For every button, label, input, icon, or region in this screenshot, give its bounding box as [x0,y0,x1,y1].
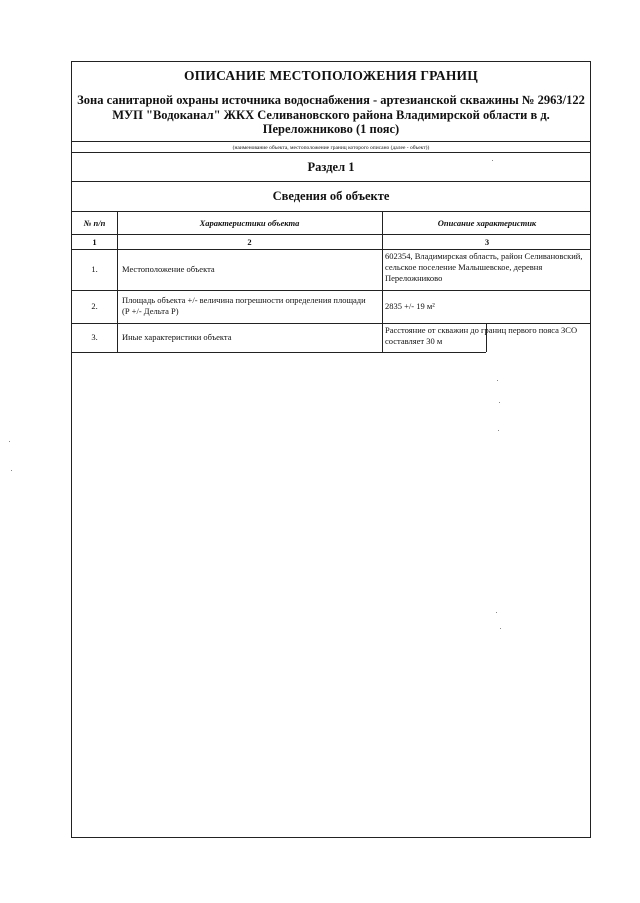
header-cell: Характеристики объекта [199,218,300,228]
table-col-border [117,211,118,352]
row-characteristic: Иные характеристики объекта [122,332,232,342]
row-number: 2. [91,301,98,311]
scan-speck [492,160,493,161]
section-title: Сведения об объекте [272,189,390,203]
scan-speck [500,628,501,629]
table-row-border [72,352,486,353]
row-characteristic: Местоположение объекта [122,264,215,274]
divider [72,152,590,153]
row-description: Расстояние от скважин до границ первого пояса ЗСО составляет 30 м [385,325,578,346]
header-cell: Описание характеристик [437,218,537,228]
column-number: 1 [92,237,97,247]
column-number: 3 [484,237,490,247]
object-name: Зона санитарной охраны источника водоснабжения - артезианской скважины № 2963/122 МУП "Водоканал" ЖКХ Селивановского района Владимирской области в д. Переложниково (1 пояс) [77,93,585,137]
row-number: 1. [91,264,98,274]
document-frame [71,61,591,838]
row-description: 2835 +/- 19 м² [385,301,435,311]
header-cell: № п/п [83,218,106,228]
scan-speck [11,470,12,471]
table-col-border [382,211,383,352]
divider [72,181,590,182]
scan-speck [498,430,499,431]
object-caption: (наименование объекта, местоположение границ которого описано (далее - объект)) [232,145,430,151]
scan-speck [9,441,10,442]
table-row-border [72,323,590,324]
table-row-border [72,290,590,291]
table-row-border [72,234,590,235]
row-characteristic: Площадь объекта +/- величина погрешности определения площади (Р +/- Дельта Р) [122,295,366,316]
document-title: ОПИСАНИЕ МЕСТОПОЛОЖЕНИЯ ГРАНИЦ [184,68,478,83]
divider [72,141,590,142]
row-description: 602354, Владимирская область, район Селивановский, сельское поселение Малышевское, деревня Переложниково [385,251,583,283]
divider [72,211,590,212]
scan-speck [499,402,500,403]
row-number: 3. [91,332,98,342]
scan-speck [497,380,498,381]
column-number: 2 [247,237,252,247]
section-heading: Раздел 1 [307,160,355,174]
table-row-border [72,249,590,250]
scan-speck [496,612,497,613]
